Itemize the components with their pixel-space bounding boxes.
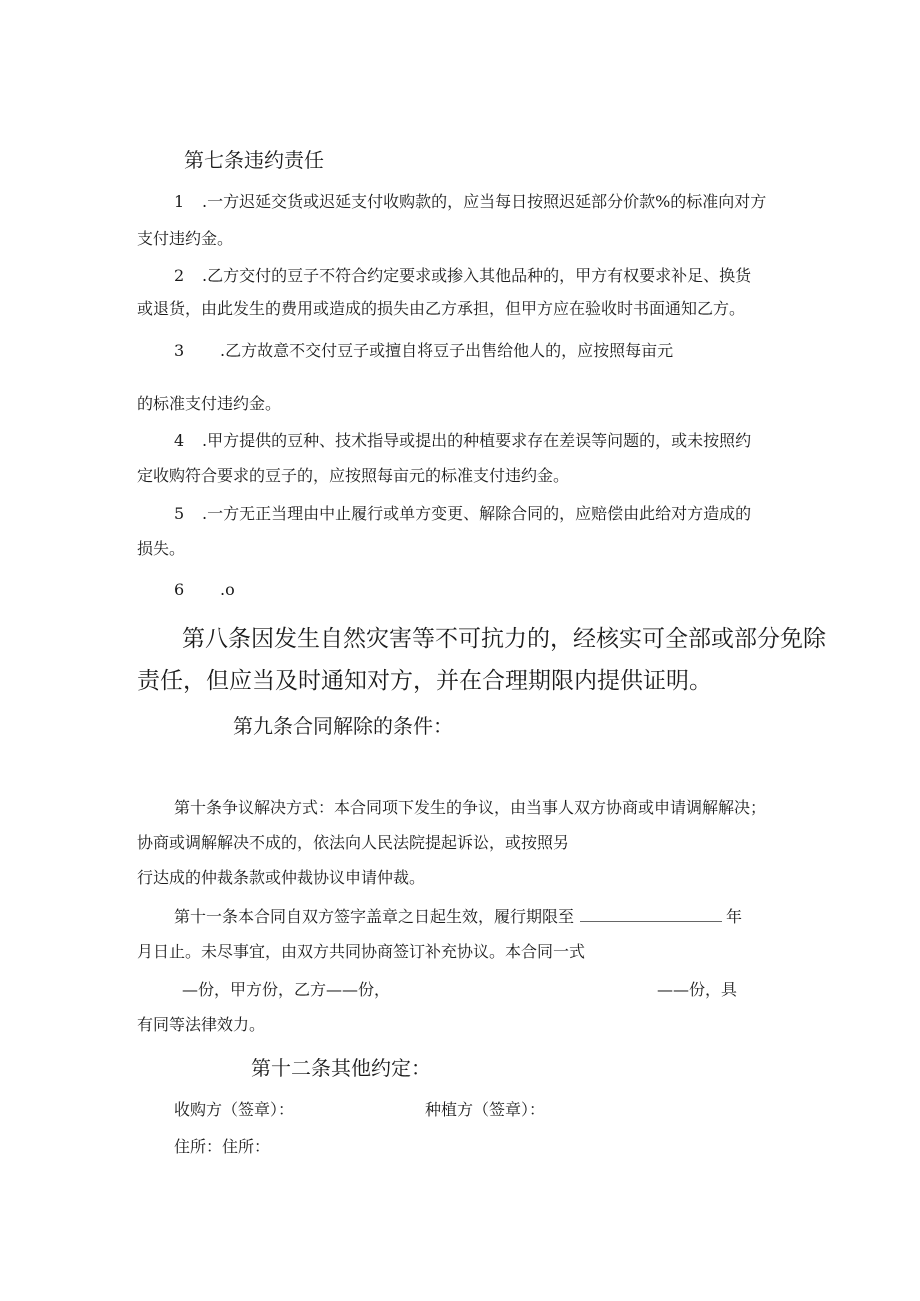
article-7-title: 第七条违约责任 [184,148,324,172]
art7-item2-line2: 或退货，由此发生的费用或造成的损失由乙方承担，但甲方应在验收时书面通知乙方。 [137,299,746,318]
art7-item6 [174,579,235,601]
article-8-line2: 责任，但应当及时通知对方，并在合理期限内提供证明。 [137,668,712,694]
address-labels: 住所：住所： [174,1137,271,1156]
article-11-line3-right: ——份，具 [657,980,738,999]
item-number: 4 [174,431,185,450]
article-11-line2: 月日止。未尽事宜，由双方共同协商签订补充协议。本合同一式 [137,942,586,961]
term-date-blank [580,907,722,922]
item-number: 2 [174,266,185,285]
article-11-line1 [174,906,742,928]
item-number: 3 [174,341,185,360]
article-10-line3: 行达成的仲裁条款或仲裁协议申请仲裁。 [137,868,426,887]
article-10-line2: 协商或调解解决不成的，依法向人民法院提起诉讼，或按照另 [137,833,570,852]
article-11-line3-left: —份，甲方份，乙方——份， [182,980,391,999]
article-12-title: 第十二条其他约定： [251,1056,431,1080]
art7-item1-line1 [174,191,766,213]
item-text: .o [220,580,235,599]
art7-item1-line2: 支付违约金。 [137,229,234,248]
art7-item4-line1 [174,430,751,452]
art7-item5-line1 [174,503,751,525]
item-number: 6 [174,580,185,599]
article-9-title: 第九条合同解除的条件： [233,714,453,738]
buyer-signature-label: 收购方（签章）： [174,1100,295,1119]
art7-item4-line2: 定收购符合要求的豆子的，应按照每亩元的标准支付违约金。 [137,466,570,485]
year-label: 年 [726,907,743,926]
art7-item5-line2: 损失。 [137,539,186,558]
art7-item3-line2: 的标准支付违约金。 [137,394,282,413]
item-text: .甲方提供的豆种、技术指导或提出的种植要求存在差误等问题的，或未按照约 [202,431,752,450]
article-8-line1: 第八条因发生自然灾害等不可抗力的，经核实可全部或部分免除 [182,626,826,652]
item-number: 1 [174,192,185,211]
item-text: .一方迟延交货或迟延支付收购款的，应当每日按照迟延部分价款%的标准向对方 [202,192,767,211]
art7-item3-line1 [174,340,673,362]
art7-item2-line1 [174,265,751,287]
term-text: 第十一条本合同自双方签字盖章之日起生效，履行期限至 [174,907,575,926]
grower-signature-label: 种植方（签章）： [425,1100,546,1119]
item-text: .乙方故意不交付豆子或擅自将豆子出售给他人的，应按照每亩元 [220,341,674,360]
item-number: 5 [174,504,185,523]
article-11-line4: 有同等法律效力。 [137,1015,266,1034]
article-10-line1: 第十条争议解决方式：本合同项下发生的争议，由当事人双方协商或申请调解解决； [174,798,767,817]
item-text: .乙方交付的豆子不符合约定要求或掺入其他品种的，甲方有权要求补足、换货 [202,266,752,285]
item-text: .一方无正当理由中止履行或单方变更、解除合同的，应赔偿由此给对方造成的 [202,504,752,523]
